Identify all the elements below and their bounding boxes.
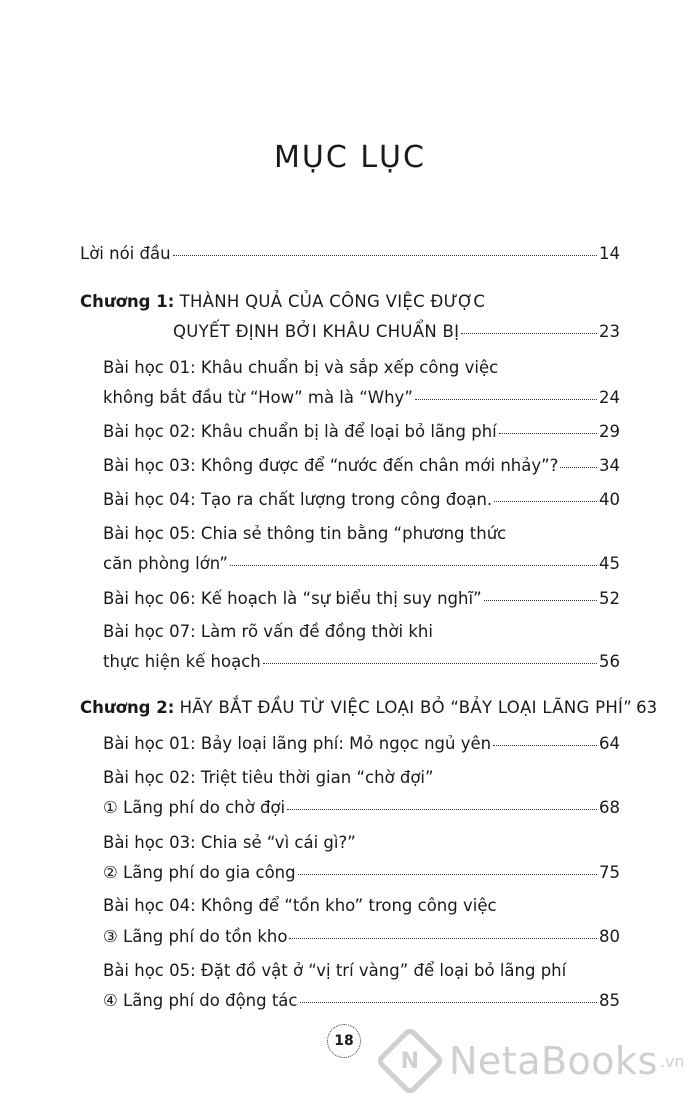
toc-entry-lesson bbox=[103, 927, 620, 946]
toc-page-number: 63 bbox=[636, 698, 658, 717]
chapter-1-heading-line2 bbox=[173, 322, 620, 341]
toc-entry-lesson bbox=[103, 422, 620, 441]
lesson-title: Bài học 07: Làm rõ vấn đề đồng thời khi bbox=[103, 622, 433, 641]
toc-page-number: 68 bbox=[599, 798, 620, 817]
toc-entry-lesson bbox=[103, 589, 620, 608]
lesson-title: Bài học 01: Bảy loại lãng phí: Mỏ ngọc ngủ yên bbox=[103, 734, 492, 753]
toc-page-number: 75 bbox=[599, 863, 620, 882]
toc-entry-label: Lời nói đầu bbox=[80, 244, 171, 263]
dot-leader bbox=[298, 874, 597, 875]
dot-leader bbox=[289, 938, 597, 939]
toc-page-number: 23 bbox=[599, 322, 620, 341]
toc-entry-lesson bbox=[103, 456, 620, 475]
dot-leader bbox=[300, 1002, 598, 1003]
dot-leader bbox=[484, 600, 597, 601]
dot-leader bbox=[494, 501, 597, 502]
lesson-title: Bài học 03: Chia sẻ “vì cái gì?” bbox=[103, 833, 356, 852]
watermark bbox=[385, 1036, 685, 1086]
toc-page-number: 14 bbox=[599, 244, 620, 263]
toc-page-number: 56 bbox=[599, 652, 620, 671]
dot-leader bbox=[263, 663, 597, 664]
lesson-subtitle: không bắt đầu từ “How” mà là “Why” bbox=[103, 388, 413, 407]
toc-page-number: 34 bbox=[599, 456, 620, 475]
dot-leader bbox=[499, 433, 597, 434]
lesson-title: Bài học 02: Khâu chuẩn bị là để loại bỏ lãng phí bbox=[103, 422, 497, 441]
chapter-1-heading bbox=[80, 292, 485, 311]
toc-page-number: 45 bbox=[599, 554, 620, 573]
lesson-title: Bài học 02: Triệt tiêu thời gian “chờ đợi” bbox=[103, 768, 434, 787]
dot-leader bbox=[461, 333, 597, 334]
toc-page-number: 24 bbox=[599, 388, 620, 407]
chapter-title-line1: THÀNH QUẢ CỦA CÔNG VIỆC ĐƯỢC bbox=[179, 292, 486, 311]
toc-entry-lesson bbox=[103, 554, 620, 573]
chapter-label: Chương 1: bbox=[80, 292, 175, 311]
dot-leader bbox=[230, 565, 597, 566]
toc-entry-lesson bbox=[103, 734, 620, 753]
chapter-label: Chương 2: bbox=[80, 698, 175, 717]
lesson-title: Bài học 05: Chia sẻ thông tin bằng “phương thức bbox=[103, 524, 507, 543]
dot-leader bbox=[287, 809, 597, 810]
lesson-subtitle: ① Lãng phí do chờ đợi bbox=[103, 798, 286, 817]
toc-page-number: 52 bbox=[599, 589, 620, 608]
watermark-suffix: .vn bbox=[659, 1051, 685, 1071]
toc-entry-lesson bbox=[103, 388, 620, 407]
lesson-title: Bài học 03: Không được để “nước đến chân mới nhảy”? bbox=[103, 456, 559, 475]
toc-entry-lesson bbox=[103, 991, 620, 1010]
toc-entry-lesson bbox=[103, 652, 620, 671]
toc-page-number: 85 bbox=[599, 991, 620, 1010]
toc-entry-lesson bbox=[103, 798, 620, 817]
page-number-badge: 18 bbox=[327, 1024, 361, 1058]
dot-leader bbox=[415, 399, 597, 400]
dot-leader bbox=[173, 255, 597, 256]
toc-page-number: 80 bbox=[599, 927, 620, 946]
lesson-title: Bài học 01: Khâu chuẩn bị và sắp xếp công việc bbox=[103, 358, 499, 377]
lesson-subtitle: căn phòng lớn” bbox=[103, 554, 228, 573]
watermark-text: NetaBooks bbox=[449, 1039, 658, 1083]
lesson-title: Bài học 04: Tạo ra chất lượng trong công đoạn. bbox=[103, 490, 493, 509]
page-title: MỤC LỤC bbox=[274, 140, 426, 175]
toc-entry-preface bbox=[80, 244, 620, 263]
toc-entry-lesson bbox=[103, 863, 620, 882]
toc-page-number: 64 bbox=[599, 734, 620, 753]
lesson-title: Bài học 04: Không để “tồn kho” trong công việc bbox=[103, 896, 497, 915]
dot-leader bbox=[493, 745, 597, 746]
lesson-subtitle: ③ Lãng phí do tồn kho bbox=[103, 927, 288, 946]
logo-letter: N bbox=[400, 1048, 420, 1074]
chapter-2-heading bbox=[80, 698, 658, 717]
lesson-subtitle: ② Lãng phí do gia công bbox=[103, 863, 296, 882]
dot-leader bbox=[560, 467, 597, 468]
chapter-title-line2: QUYẾT ĐỊNH BỞI KHÂU CHUẨN BỊ bbox=[173, 322, 460, 341]
netabooks-logo-icon bbox=[375, 1026, 446, 1097]
lesson-title: Bài học 05: Đặt đồ vật ở “vị trí vàng” để loại bỏ lãng phí bbox=[103, 961, 567, 980]
lesson-subtitle: thực hiện kế hoạch bbox=[103, 652, 261, 671]
toc-page-number: 40 bbox=[599, 490, 620, 509]
lesson-subtitle: ④ Lãng phí do động tác bbox=[103, 991, 298, 1010]
toc-page-number: 29 bbox=[599, 422, 620, 441]
toc-entry-lesson bbox=[103, 490, 620, 509]
chapter-title-line1: HÃY BẮT ĐẦU TỪ VIỆC LOẠI BỎ “BẢY LOẠI LÃNG PHÍ” bbox=[179, 698, 633, 717]
lesson-title: Bài học 06: Kế hoạch là “sự biểu thị suy nghĩ” bbox=[103, 589, 482, 608]
